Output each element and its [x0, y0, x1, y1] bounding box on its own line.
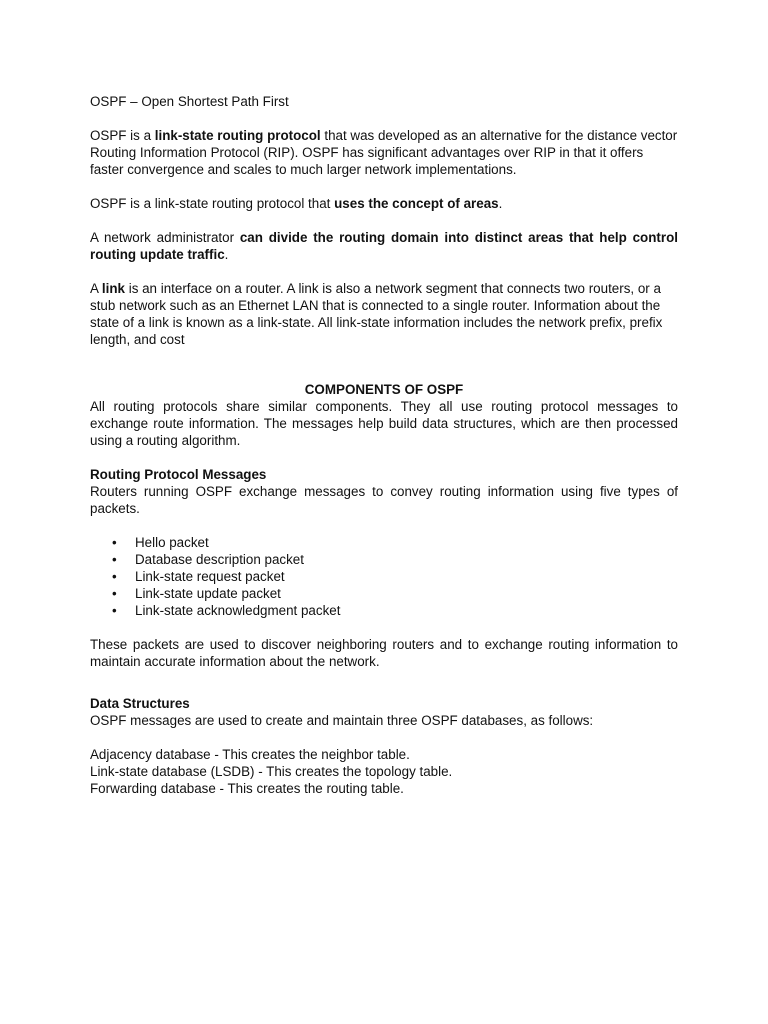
packet-type-list — [90, 534, 678, 619]
bullet-icon: • — [112, 535, 117, 550]
paragraph-data-structures: OSPF messages are used to create and maintain three OSPF databases, as follows: — [90, 713, 594, 728]
bold-text: can divide the routing domain into distinct areas that help control routing update traffic — [90, 230, 678, 262]
bullet-icon: • — [112, 569, 117, 584]
bold-text: link-state routing protocol — [154, 128, 321, 143]
list-item-text: Hello packet — [135, 535, 209, 550]
database-line: Link-state database (LSDB) - This creates the topology table. — [90, 764, 453, 779]
text-run: OSPF is a link-state routing protocol that — [90, 196, 335, 211]
section-heading-components: COMPONENTS OF OSPF — [304, 382, 464, 397]
document-body — [90, 93, 678, 797]
paragraph-areas — [90, 195, 678, 212]
bullet-icon: • — [112, 552, 117, 567]
subheading-data-structures: Data Structures — [90, 696, 190, 711]
paragraph-link-state-intro — [90, 127, 678, 178]
bold-text: uses the concept of areas — [334, 196, 499, 211]
list-item — [90, 585, 678, 602]
list-item-text: Database description packet — [135, 552, 304, 567]
list-item-text: Link-state update packet — [135, 586, 281, 601]
text-run: . — [224, 247, 229, 262]
document-title: OSPF – Open Shortest Path First — [90, 94, 289, 109]
bullet-icon: • — [112, 603, 117, 618]
bullet-icon: • — [112, 586, 117, 601]
text-run: A — [90, 281, 102, 296]
database-line: Adjacency database - This creates the neighbor table. — [90, 747, 410, 762]
subheading-routing-protocol-messages: Routing Protocol Messages — [90, 467, 267, 482]
list-item — [90, 534, 678, 551]
list-item — [90, 551, 678, 568]
text-run: that was developed as an alternative for the distance vector Routing Information Protocol (RIP). OSPF has significant advantages over RIP in that it offers faster convergence and scales to much larger network implementations. — [90, 128, 678, 177]
paragraph-components: All routing protocols share similar components. They all use routing protocol messages to exchange route information. The messages help build data structures, which are then processed using a routing algorithm. — [90, 399, 678, 448]
bold-text: link — [101, 281, 125, 296]
text-run: . — [498, 196, 503, 211]
paragraph-link-definition — [90, 280, 678, 348]
database-line: Forwarding database - This creates the routing table. — [90, 781, 404, 796]
paragraph-administrator — [90, 229, 678, 263]
text-run: A network administrator — [90, 230, 240, 245]
database-list — [90, 746, 678, 797]
list-item-text: Link-state acknowledgment packet — [135, 603, 341, 618]
text-run: is an interface on a router. A link is also a network segment that connects two routers, or a stub network such as an Ethernet LAN that is connected to a single router. Information about the state of a link is known as a link-state. All link-state information includes the network prefix, prefix length, and cost — [90, 281, 663, 347]
paragraph-packets-purpose: These packets are used to discover neighboring routers and to exchange routing information to maintain accurate information about the network. — [90, 637, 678, 669]
list-item — [90, 568, 678, 585]
paragraph-routing-protocol-messages: Routers running OSPF exchange messages to convey routing information using five types of packets. — [90, 484, 678, 516]
list-item — [90, 602, 678, 619]
list-item-text: Link-state request packet — [135, 569, 285, 584]
text-run: OSPF is a — [90, 128, 155, 143]
